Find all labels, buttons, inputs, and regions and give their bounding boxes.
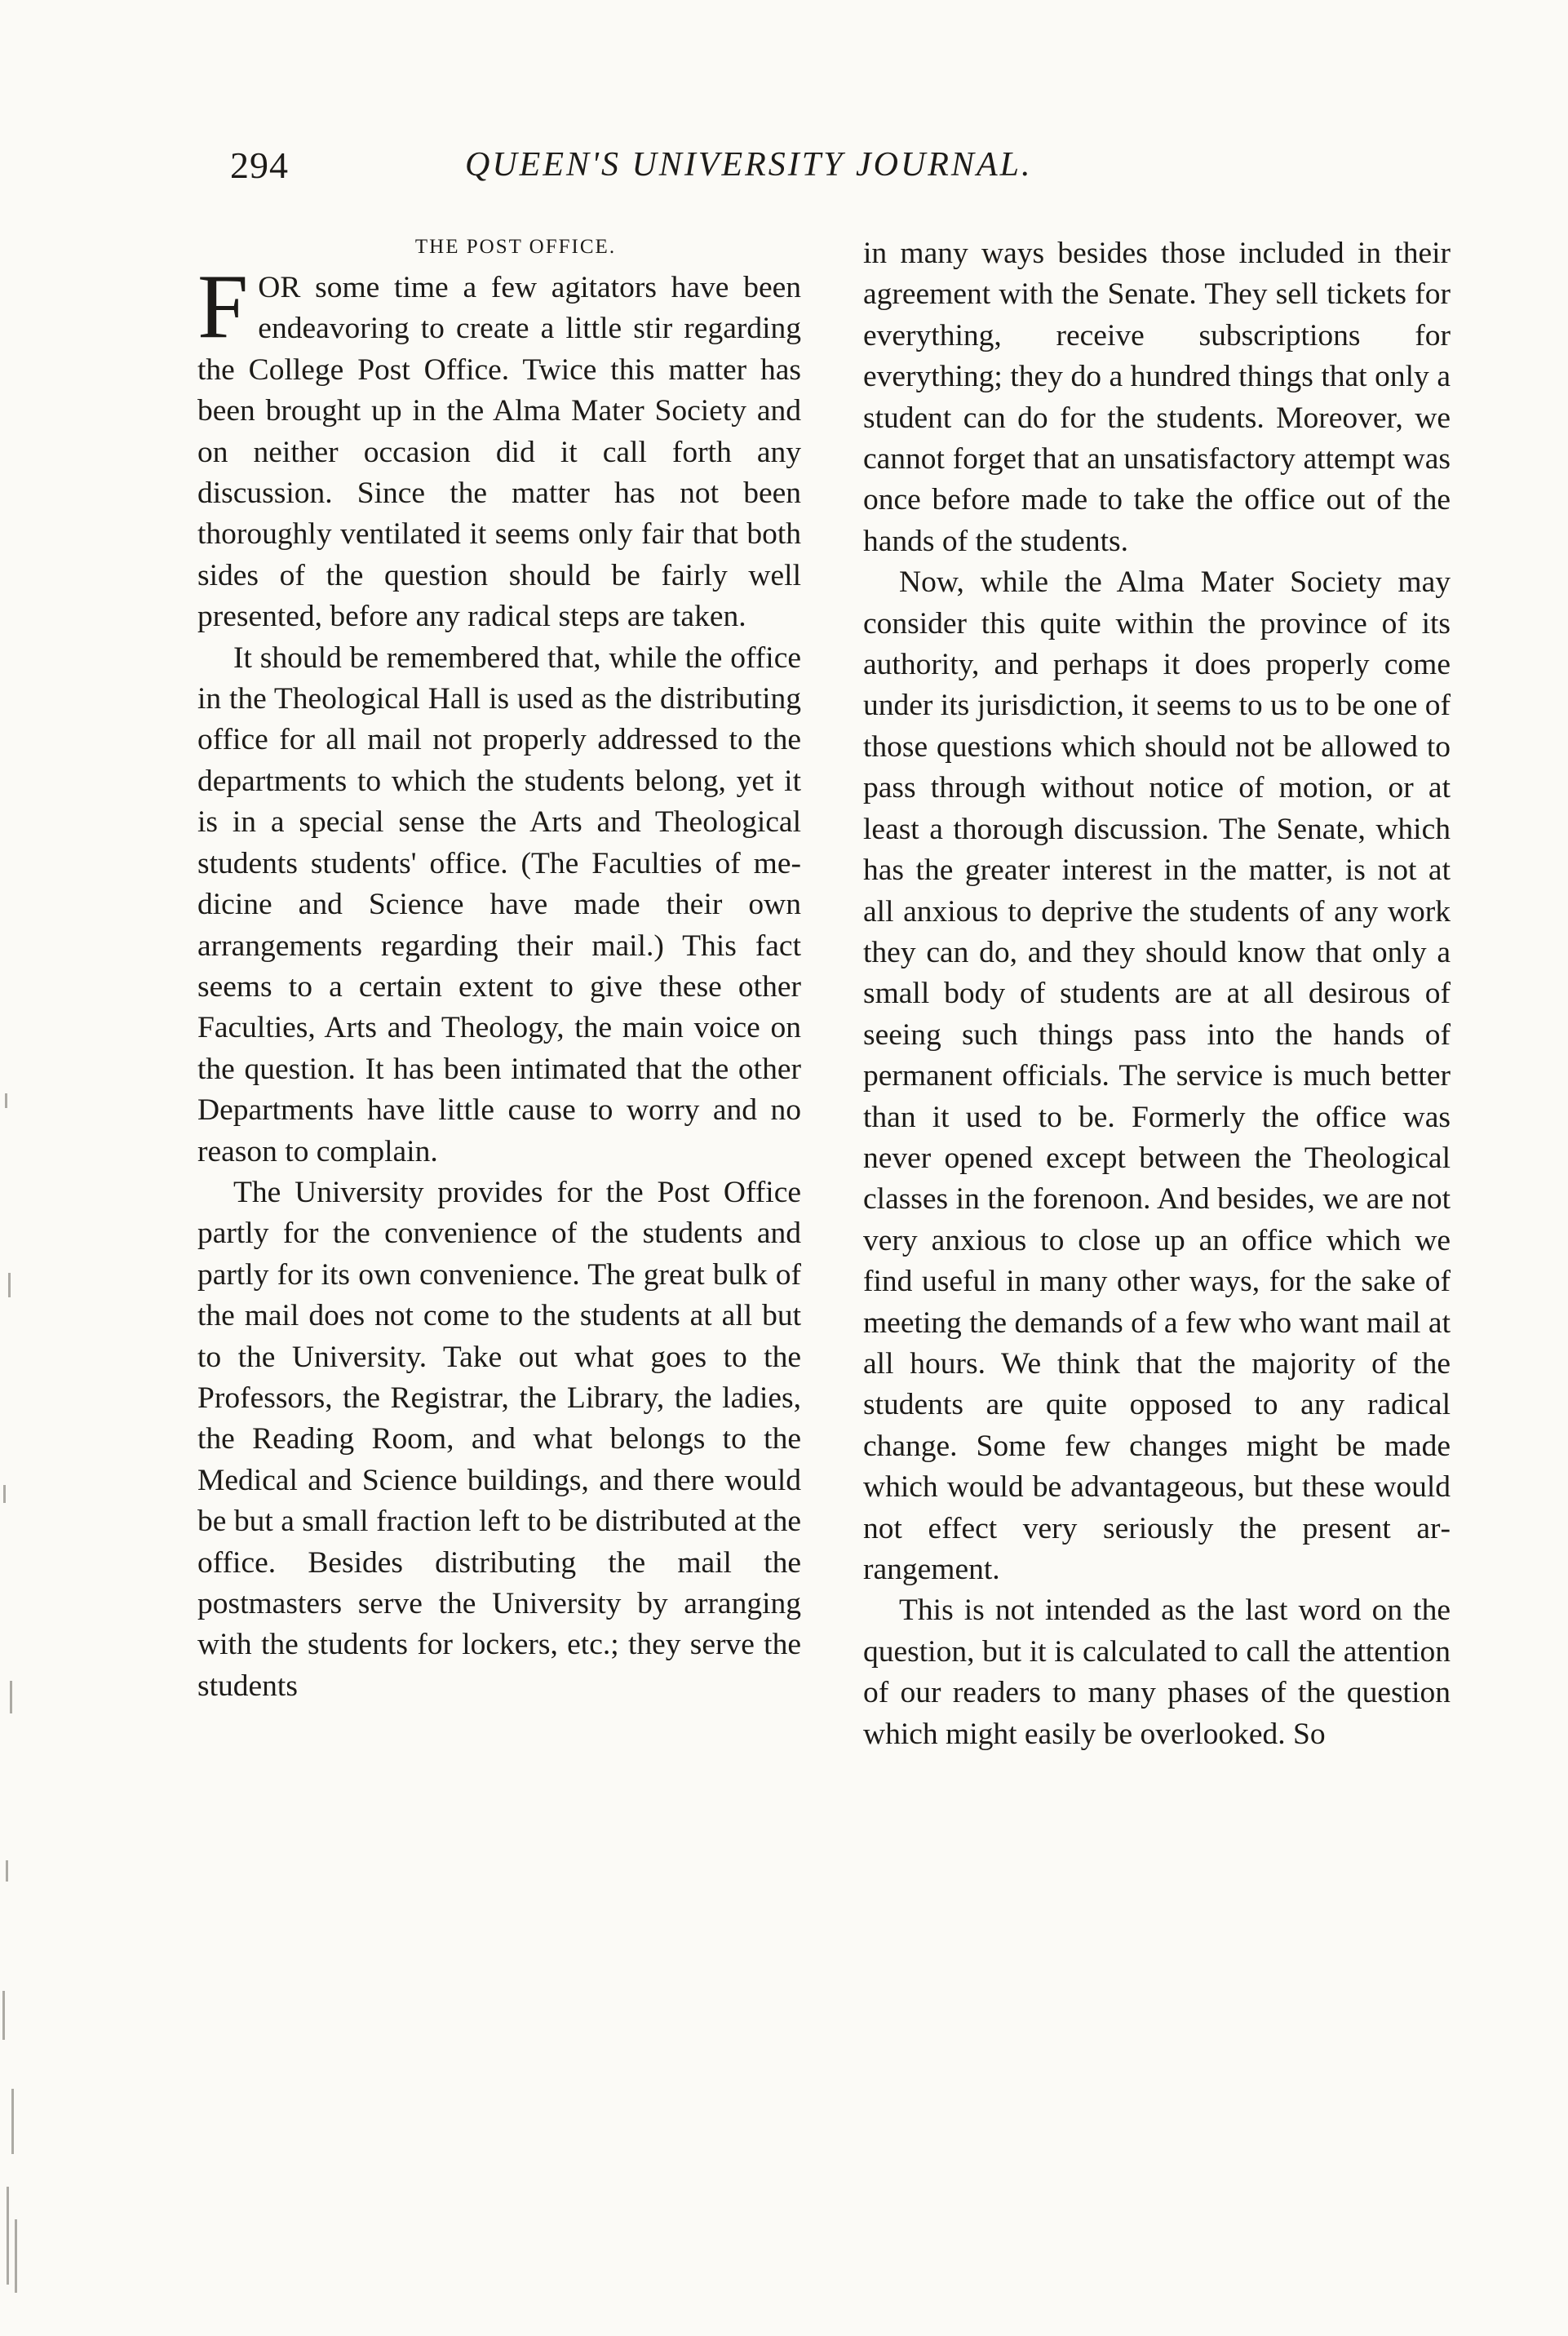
paragraph-3: The University provides for the Post Office partly for the convenience of the students and partly for its own convenience. The great bulk of the mail does not come to the students at all but to the University. Take out what goes to the Professors, the Registrar, the Library, the ladies, the Reading Room, and what belongs to the Medical and Science buildings, and there would be but a small fraction left to be distributed at the office. Besides distributing the mail the postmasters serve the University by arranging with the students for lockers, etc.; they serve the students [197, 1175, 801, 1703]
left-column [197, 233, 801, 1707]
drop-cap: F [197, 256, 249, 357]
article-title: THE POST OFFICE. [414, 236, 617, 258]
paragraph-1-text: OR some time a few agitators have been endeavoring to create a little stir regarding the College Post Office. Twice this matter has been brought up in the Alma Mater Society and on neither occasion did it call forth any discussion. Since the matter has not been thoroughly ventilated it seems only fair that both sides of the question should be fairly well presented, before any radical steps are taken. [197, 271, 801, 634]
paragraph-4: Now, while the Alma Mater Society may consider this quite within the province of its authority, and perhaps it does properly come under its jurisdiction, it seems to us to be one of those questions which should not be allowed to pass through without notice of motion, or at least a thorough discussion. The Senate, which has the greater interest in the matter, is not at all anxious to deprive the students of any work they can do, and they should know that only a small body of students are at all desirous of seeing such things pass into the hands of permanent officials. The service is much better than it used to be. Formerly the office was never opened except between the Theological classes in the forenoon. And besides, we are not very anxious to close up an office which we find useful in many other ways, for the sake of meeting the demands of a few who want mail at all hours. We think that the majority of the students are quite opposed to any radical change. Some few changes might be made which would be advantageous, but these would not effect very seriously the present arrangement. [863, 565, 1451, 1586]
paragraph-1 [197, 256, 801, 638]
paragraph-3-continued: in many ways besides those included in their agreement with the Senate. They sell tickets for everything, receive subscriptions for everything; they do a hundred things that only a student can do for the students. Moreover, we cannot forget that an unsatisfactory attempt was once before made to take the office out of the hands of the students. [863, 237, 1451, 558]
page-number: 294 [230, 144, 289, 186]
right-column [863, 233, 1451, 1755]
running-title: QUEEN'S UNIVERSITY JOURNAL. [465, 146, 1033, 184]
binding-edge-specks [0, 1061, 21, 2334]
paragraph-2: It should be remembered that, while the office in the Theological Hall is used as the distributing office for all mail not properly addressed to the departments to which the students belong, yet it is in a special sense the Arts and Theological students students' office. (The Faculties of medicine and Science have made their own arrangements regarding their mail.) This fact seems to a certain extent to give these other Faculties, Arts and Theology, the main voice on the question. It has been intimated that the other Departments have little cause to worry and no reason to complain. [197, 641, 801, 1168]
paragraph-5: This is not intended as the last word on the question, but it is calculated to call the attention of our readers to many phases of the question which might easily be overlooked. So [863, 1594, 1451, 1751]
